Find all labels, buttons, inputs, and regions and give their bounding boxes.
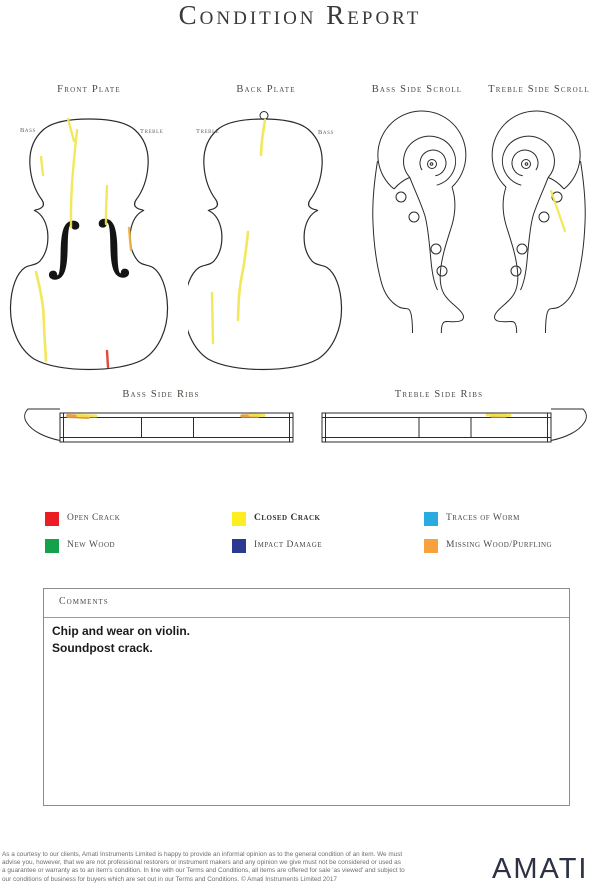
- comments-header-label: Comments: [59, 596, 109, 607]
- closed-crack-label: Closed Crack: [254, 513, 321, 523]
- mark-closed-crack: [212, 293, 213, 343]
- footer-disclaimer: [2, 851, 472, 884]
- disclaimer-line: advise you, however, that we are not professional restorers or instrument makers and any opinion we give must not be considered or used as: [2, 859, 401, 867]
- mark-closed-crack: [78, 416, 96, 417]
- back-plate-bass-side-label: Bass: [318, 129, 334, 136]
- treble-scroll-label: Treble Side Scroll: [488, 84, 590, 95]
- front-plate-outline: [10, 119, 167, 370]
- comments-header: [44, 589, 569, 618]
- front-plate-diagram: [8, 108, 178, 378]
- mark-closed-crack: [106, 186, 107, 224]
- back-plate-treble-side-label: Treble: [196, 128, 220, 135]
- mark-closed-crack: [261, 120, 265, 155]
- front-plate-treble-side-label: Treble: [140, 128, 164, 135]
- comments-text: [44, 618, 569, 663]
- comment-line: Chip and wear on violin.: [52, 624, 191, 638]
- disclaimer-line: our conditions of business for buyers which are set out in our Terms and Conditions. © Amati Instruments Limited 2017: [2, 875, 337, 883]
- page-title: Condition Report: [178, 0, 422, 30]
- disclaimer-line: a guarantee or warranty as to an item's condition. In line with our Terms and Conditions, all items are offered for sale 'as viewed' and subject to: [2, 867, 405, 875]
- back-plate-diagram: [188, 108, 358, 378]
- back-plate-outline: [188, 119, 342, 370]
- treble-ribs-outline: [322, 409, 586, 442]
- mark-open-crack: [107, 351, 108, 367]
- bass-ribs-label: Bass Side Ribs: [122, 389, 200, 400]
- impact-damage-label: Impact Damage: [254, 540, 323, 550]
- new-wood-swatch: [45, 539, 59, 553]
- mark-closed-crack: [250, 415, 264, 416]
- bass-ribs-diagram: [18, 402, 298, 447]
- treble-scroll-diagram: [485, 103, 595, 333]
- back-plate-label: Back Plate: [236, 84, 296, 95]
- treble-scroll-outline: [492, 111, 585, 333]
- front-plate-bass-side-label: Bass: [20, 127, 36, 134]
- mark-closed-crack: [68, 119, 74, 141]
- bass-scroll-diagram: [363, 103, 473, 333]
- comments-box: [43, 588, 570, 806]
- treble-ribs-label: Treble Side Ribs: [394, 389, 484, 400]
- open-crack-label: Open Crack: [67, 513, 121, 523]
- treble-f-hole: ∫: [97, 208, 130, 281]
- treble-ribs-diagram: [318, 402, 598, 447]
- front-plate-label: Front Plate: [57, 84, 121, 95]
- bass-f-hole: ∫: [48, 210, 81, 283]
- mark-closed-crack: [238, 232, 248, 320]
- traces-of-worm-label: Traces of Worm: [446, 513, 520, 523]
- mark-closed-crack: [551, 191, 565, 231]
- bass-scroll-outline: [373, 111, 466, 333]
- amati-logo: AMATI: [492, 853, 589, 885]
- missing-wood-purfling-label: Missing Wood/Purfling: [446, 540, 553, 550]
- back-plate-button: [260, 112, 268, 120]
- comment-line: Soundpost crack.: [52, 641, 153, 656]
- mark-closed-crack: [487, 415, 510, 416]
- traces-of-worm-swatch: [424, 512, 438, 526]
- bass-scroll-label: Bass Side Scroll: [371, 84, 463, 95]
- open-crack-swatch: [45, 512, 59, 526]
- new-wood-label: New Wood: [67, 540, 116, 550]
- mark-closed-crack: [41, 157, 43, 175]
- disclaimer-line: As a courtesy to our clients, Amati Instruments Limited is happy to provide an informal opinion as to the general condition of an item. We must: [2, 851, 403, 858]
- impact-damage-swatch: [232, 539, 246, 553]
- closed-crack-swatch: [232, 512, 246, 526]
- missing-wood-purfling-swatch: [424, 539, 438, 553]
- mark-closed-crack: [36, 272, 46, 361]
